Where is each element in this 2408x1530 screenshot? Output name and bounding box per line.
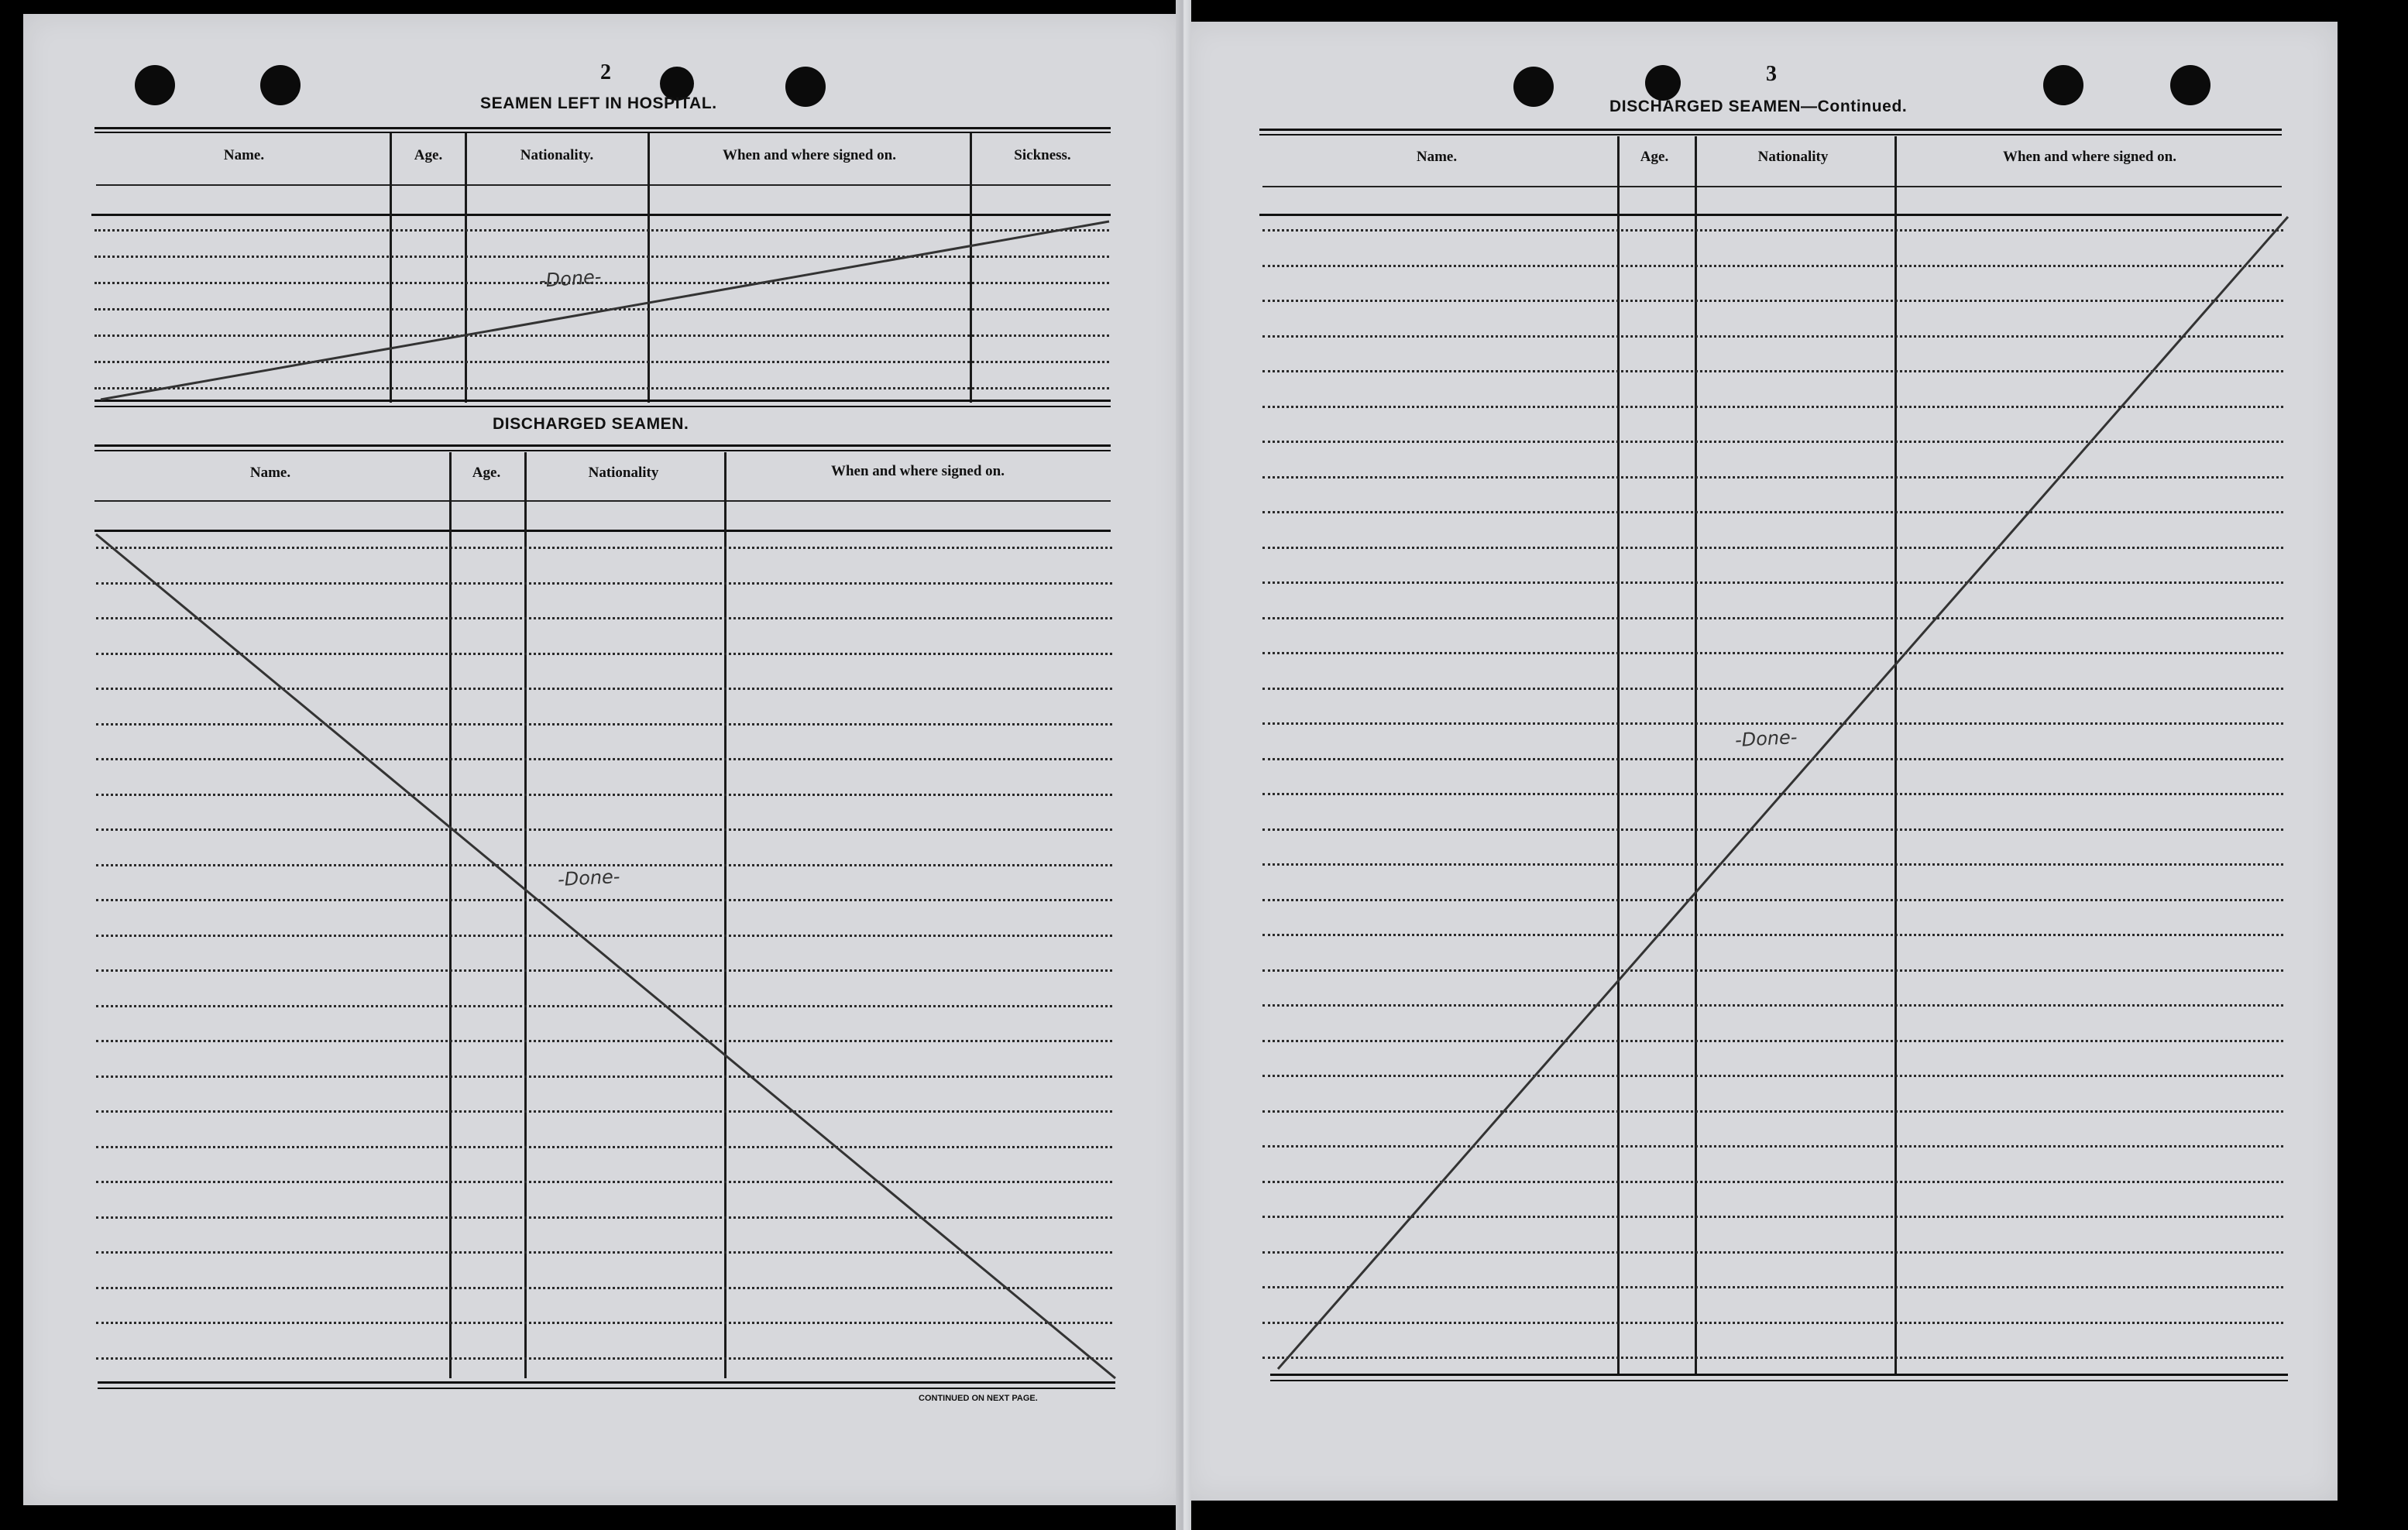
- column-header-name: Name.: [223, 147, 265, 163]
- handwritten-done-annotation: -Done-: [1734, 726, 1798, 752]
- hospital-cancel-stroke: [101, 221, 1109, 400]
- discharged-continued-title: DISCHARGED SEAMEN—Continued.: [1609, 98, 1908, 115]
- page-number: 3: [1766, 62, 1777, 86]
- column-header-nationality: Nationality: [588, 465, 659, 481]
- column-header-name: Name.: [249, 465, 291, 481]
- column-header-age: Age.: [472, 465, 501, 481]
- hospital-table-title: SEAMEN LEFT IN HOSPITAL.: [480, 94, 717, 112]
- column-header-signed-on: When and where signed on.: [830, 463, 1005, 479]
- column-header-name: Name.: [1416, 149, 1458, 165]
- column-header-signed-on: When and where signed on.: [2002, 149, 2176, 165]
- column-header-signed-on: When and where signed on.: [722, 147, 896, 163]
- handwritten-done-annotation: -Done-: [557, 865, 621, 891]
- column-header-age: Age.: [414, 147, 443, 163]
- column-header-age: Age.: [1640, 149, 1669, 165]
- column-header-nationality: Nationality.: [520, 147, 594, 163]
- handwritten-done-annotation: -Done-: [538, 266, 603, 292]
- column-header-sickness: Sickness.: [1014, 147, 1071, 163]
- page-number: 2: [600, 60, 611, 84]
- continued-cancel-stroke: [1278, 217, 2288, 1369]
- continued-footer-note: CONTINUED ON NEXT PAGE.: [919, 1394, 1038, 1403]
- column-header-nationality: Nationality: [1757, 149, 1829, 165]
- discharged-cancel-stroke: [96, 534, 1115, 1378]
- discharged-table-title: DISCHARGED SEAMEN.: [493, 415, 689, 433]
